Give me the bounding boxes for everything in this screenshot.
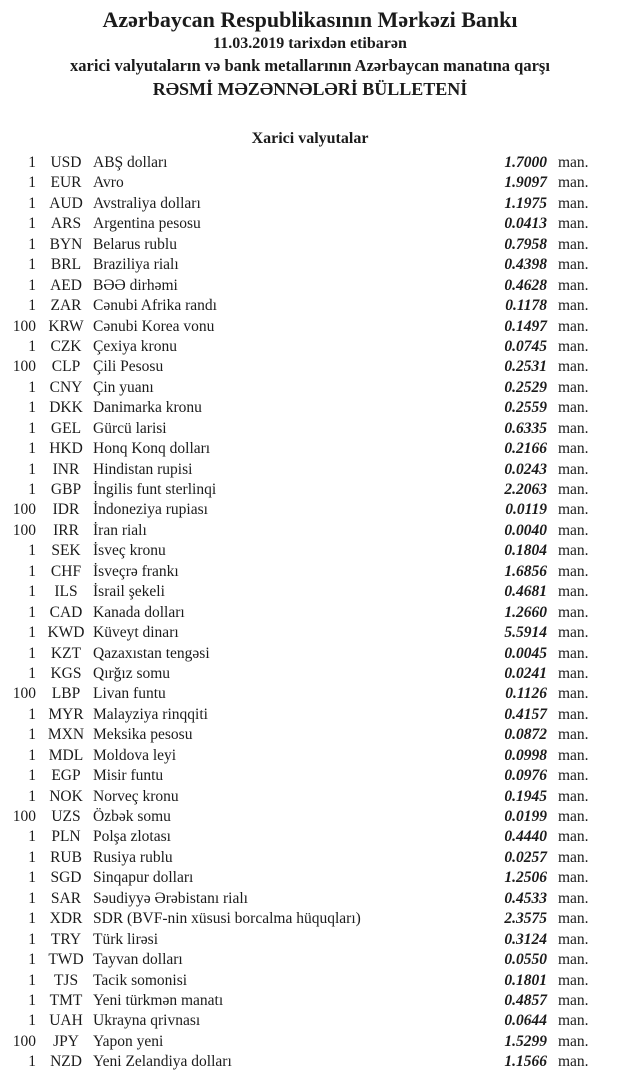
code-cell: PLN bbox=[51, 828, 81, 846]
name-cell: Honq Konq dolları bbox=[93, 440, 211, 458]
name-cell: Belarus rublu bbox=[93, 235, 177, 253]
rate-cell: 0.0976 bbox=[504, 767, 547, 785]
table-row bbox=[0, 236, 620, 256]
rate-cell: 0.0550 bbox=[504, 951, 547, 969]
unit-cell: man. bbox=[558, 1012, 589, 1030]
name-cell: İsveçrə frankı bbox=[93, 562, 179, 580]
unit-cell: man. bbox=[558, 215, 589, 233]
unit-cell: man. bbox=[558, 235, 589, 253]
table-row bbox=[0, 542, 620, 562]
code-cell: SGD bbox=[50, 869, 82, 887]
rate-cell: 0.0199 bbox=[504, 808, 547, 825]
name-cell: Cənubi Korea vonu bbox=[93, 317, 215, 335]
name-cell: Norveç kronu bbox=[93, 787, 179, 805]
name-cell: Danimarka kronu bbox=[93, 399, 202, 417]
qty-cell: 1 bbox=[28, 542, 36, 560]
name-cell: Qazaxıstan tengəsi bbox=[93, 644, 210, 662]
unit-cell: man. bbox=[558, 542, 589, 560]
rate-cell: 0.4681 bbox=[504, 583, 547, 601]
name-cell: Avstraliya dolları bbox=[93, 194, 201, 212]
code-cell: BRL bbox=[50, 256, 82, 274]
code-cell: NOK bbox=[49, 787, 83, 805]
code-cell: AED bbox=[50, 276, 82, 294]
unit-cell: man. bbox=[558, 440, 589, 458]
qty-cell: 1 bbox=[28, 889, 36, 907]
code-cell: HKD bbox=[49, 440, 83, 458]
qty-cell: 1 bbox=[28, 624, 36, 642]
rate-cell: 1.1566 bbox=[504, 1053, 547, 1071]
name-cell: Özbək somu bbox=[93, 808, 171, 825]
table-row bbox=[0, 665, 620, 685]
table-row bbox=[0, 522, 620, 542]
rate-cell: 1.2506 bbox=[504, 869, 547, 887]
name-cell: Rusiya rublu bbox=[93, 848, 173, 866]
unit-cell: man. bbox=[558, 154, 589, 171]
qty-cell: 1 bbox=[28, 460, 36, 478]
code-cell: MXN bbox=[47, 726, 85, 744]
unit-cell: man. bbox=[558, 501, 589, 519]
table-row bbox=[0, 890, 620, 910]
unit-cell: man. bbox=[558, 378, 589, 396]
rate-cell: 2.2063 bbox=[504, 481, 547, 498]
unit-cell: man. bbox=[558, 358, 589, 376]
unit-cell: man. bbox=[558, 951, 589, 969]
table-row bbox=[0, 1053, 620, 1073]
code-cell: MDL bbox=[48, 746, 84, 764]
code-cell: KRW bbox=[48, 317, 84, 335]
unit-cell: man. bbox=[558, 419, 589, 437]
code-cell: CNY bbox=[49, 378, 83, 396]
rate-cell: 0.1801 bbox=[504, 971, 547, 989]
rate-cell: 0.0040 bbox=[504, 521, 547, 539]
code-cell: XDR bbox=[49, 910, 83, 928]
qty-cell: 1 bbox=[28, 337, 36, 355]
qty-cell: 100 bbox=[12, 521, 36, 539]
name-cell: Kanada dolları bbox=[93, 603, 185, 621]
name-cell: İsveç kronu bbox=[93, 542, 166, 560]
table-row bbox=[0, 1012, 620, 1032]
rate-cell: 0.4398 bbox=[504, 256, 547, 274]
qty-cell: 1 bbox=[28, 276, 36, 294]
name-cell: Sinqapur dolları bbox=[93, 869, 194, 887]
table-row bbox=[0, 277, 620, 297]
table-row bbox=[0, 256, 620, 276]
qty-cell: 1 bbox=[28, 583, 36, 601]
qty-cell: 1 bbox=[28, 787, 36, 805]
name-cell: Braziliya rialı bbox=[93, 256, 179, 274]
code-cell: TJS bbox=[53, 971, 79, 989]
qty-cell: 1 bbox=[28, 828, 36, 846]
qty-cell: 1 bbox=[28, 1053, 36, 1071]
table-row bbox=[0, 767, 620, 787]
name-cell: Avro bbox=[93, 174, 124, 192]
name-cell: İsrail şekeli bbox=[93, 583, 165, 601]
code-cell: JPY bbox=[53, 1032, 79, 1050]
rate-cell: 1.1975 bbox=[504, 194, 547, 212]
unit-cell: man. bbox=[558, 521, 589, 539]
code-cell: INR bbox=[52, 460, 80, 478]
qty-cell: 1 bbox=[28, 644, 36, 662]
table-row bbox=[0, 849, 620, 869]
qty-cell: 100 bbox=[12, 1032, 36, 1050]
unit-cell: man. bbox=[558, 256, 589, 274]
code-cell: LBP bbox=[51, 685, 81, 703]
unit-cell: man. bbox=[558, 174, 589, 192]
table-row bbox=[0, 318, 620, 338]
name-cell: SDR (BVF-nin xüsusi borcalma hüquqları) bbox=[93, 910, 361, 928]
name-cell: Yeni Zelandiya dolları bbox=[93, 1053, 232, 1071]
rate-cell: 0.0745 bbox=[504, 337, 547, 355]
unit-cell: man. bbox=[558, 685, 589, 703]
rate-cell: 0.1804 bbox=[504, 542, 547, 560]
rate-cell: 0.0119 bbox=[505, 501, 547, 519]
rate-cell: 0.6335 bbox=[504, 419, 547, 437]
rate-cell: 1.6856 bbox=[504, 562, 547, 580]
unit-cell: man. bbox=[558, 746, 589, 764]
code-cell: TWD bbox=[48, 951, 84, 969]
code-cell: KGS bbox=[50, 664, 82, 682]
rate-cell: 0.0045 bbox=[504, 644, 547, 662]
rate-cell: 1.2660 bbox=[504, 603, 547, 621]
table-row bbox=[0, 1033, 620, 1053]
code-cell: ILS bbox=[54, 583, 78, 601]
name-cell: Hindistan rupisi bbox=[93, 460, 193, 478]
code-cell: IRR bbox=[53, 521, 79, 539]
qty-cell: 1 bbox=[28, 664, 36, 682]
name-cell: BƏƏ dirhəmi bbox=[93, 276, 178, 294]
rate-cell: 0.0243 bbox=[504, 460, 547, 478]
unit-cell: man. bbox=[558, 767, 589, 785]
rate-cell: 0.4440 bbox=[504, 828, 547, 846]
rate-cell: 0.1126 bbox=[505, 685, 547, 703]
rate-cell: 0.4533 bbox=[504, 889, 547, 907]
rate-cell: 0.2559 bbox=[504, 399, 547, 417]
name-cell: İngilis funt sterlinqi bbox=[93, 481, 217, 498]
rate-cell: 0.7958 bbox=[504, 235, 547, 253]
qty-cell: 1 bbox=[28, 174, 36, 192]
table-row bbox=[0, 869, 620, 889]
name-cell: Livan funtu bbox=[93, 685, 166, 703]
rate-cell: 0.1945 bbox=[504, 787, 547, 805]
qty-cell: 1 bbox=[28, 767, 36, 785]
code-cell: SEK bbox=[51, 542, 81, 560]
qty-cell: 1 bbox=[28, 297, 36, 315]
code-cell: CZK bbox=[50, 337, 82, 355]
rate-cell: 5.5914 bbox=[504, 624, 547, 642]
table-row bbox=[0, 481, 620, 501]
qty-cell: 1 bbox=[28, 440, 36, 458]
table-row bbox=[0, 951, 620, 971]
code-cell: KWD bbox=[47, 624, 85, 642]
qty-cell: 1 bbox=[28, 1012, 36, 1030]
bulletin-subtitle: xarici valyutaların və bank metallarının Azərbaycan manatına qarşı bbox=[70, 56, 550, 75]
rate-cell: 0.2531 bbox=[504, 358, 547, 376]
qty-cell: 1 bbox=[28, 419, 36, 437]
name-cell: Yeni türkmən manatı bbox=[93, 991, 224, 1009]
rate-cell: 1.9097 bbox=[504, 174, 547, 192]
unit-cell: man. bbox=[558, 399, 589, 417]
table-row bbox=[0, 215, 620, 235]
table-row bbox=[0, 788, 620, 808]
name-cell: İndoneziya rupiası bbox=[93, 501, 208, 519]
table-row bbox=[0, 972, 620, 992]
code-cell: RUB bbox=[50, 848, 82, 866]
table-row bbox=[0, 726, 620, 746]
document-header bbox=[0, 6, 620, 101]
rate-cell: 0.0644 bbox=[504, 1012, 547, 1030]
rate-cell: 0.0241 bbox=[504, 664, 547, 682]
name-cell: Çexiya kronu bbox=[93, 337, 177, 355]
unit-cell: man. bbox=[558, 808, 589, 825]
table-row bbox=[0, 624, 620, 644]
code-cell: USD bbox=[50, 154, 82, 171]
rate-cell: 0.0257 bbox=[504, 848, 547, 866]
table-row bbox=[0, 563, 620, 583]
unit-cell: man. bbox=[558, 276, 589, 294]
name-cell: Meksika pesosu bbox=[93, 726, 193, 744]
code-cell: EGP bbox=[51, 767, 81, 785]
bank-name-title: Azərbaycan Respublikasının Mərkəzi Bankı bbox=[102, 7, 518, 32]
qty-cell: 1 bbox=[28, 378, 36, 396]
unit-cell: man. bbox=[558, 297, 589, 315]
qty-cell: 1 bbox=[28, 194, 36, 212]
name-cell: Misir funtu bbox=[93, 767, 164, 785]
table-row bbox=[0, 379, 620, 399]
qty-cell: 1 bbox=[28, 154, 36, 171]
table-row bbox=[0, 440, 620, 460]
qty-cell: 1 bbox=[28, 256, 36, 274]
qty-cell: 1 bbox=[28, 726, 36, 744]
unit-cell: man. bbox=[558, 664, 589, 682]
rate-cell: 1.5299 bbox=[504, 1032, 547, 1050]
qty-cell: 1 bbox=[28, 215, 36, 233]
name-cell: İran rialı bbox=[93, 521, 147, 539]
qty-cell: 100 bbox=[12, 501, 36, 519]
unit-cell: man. bbox=[558, 1053, 589, 1071]
code-cell: ARS bbox=[50, 215, 82, 233]
qty-cell: 100 bbox=[12, 685, 36, 703]
unit-cell: man. bbox=[558, 930, 589, 948]
unit-cell: man. bbox=[558, 583, 589, 601]
qty-cell: 100 bbox=[12, 358, 36, 376]
rate-cell: 2.3575 bbox=[504, 910, 547, 928]
name-cell: Moldova leyi bbox=[93, 746, 177, 764]
table-row bbox=[0, 931, 620, 951]
unit-cell: man. bbox=[558, 337, 589, 355]
code-cell: CHF bbox=[50, 562, 82, 580]
qty-cell: 1 bbox=[28, 603, 36, 621]
unit-cell: man. bbox=[558, 603, 589, 621]
code-cell: NZD bbox=[50, 1053, 82, 1071]
name-cell: Malayziya rinqqiti bbox=[93, 705, 208, 723]
table-row bbox=[0, 420, 620, 440]
qty-cell: 1 bbox=[28, 930, 36, 948]
rate-cell: 1.7000 bbox=[504, 154, 547, 171]
table-row bbox=[0, 461, 620, 481]
unit-cell: man. bbox=[558, 562, 589, 580]
name-cell: Qırğız somu bbox=[93, 664, 171, 682]
qty-cell: 1 bbox=[28, 746, 36, 764]
name-cell: Argentina pesosu bbox=[93, 215, 201, 233]
table-row bbox=[0, 604, 620, 624]
table-row bbox=[0, 501, 620, 521]
qty-cell: 1 bbox=[28, 951, 36, 969]
table-row bbox=[0, 747, 620, 767]
unit-cell: man. bbox=[558, 705, 589, 723]
rate-cell: 0.0998 bbox=[504, 746, 547, 764]
unit-cell: man. bbox=[558, 971, 589, 989]
qty-cell: 100 bbox=[12, 808, 36, 825]
code-cell: ZAR bbox=[50, 297, 82, 315]
unit-cell: man. bbox=[558, 787, 589, 805]
rate-cell: 0.0413 bbox=[504, 215, 547, 233]
unit-cell: man. bbox=[558, 828, 589, 846]
table-row bbox=[0, 706, 620, 726]
name-cell: ABŞ dolları bbox=[93, 154, 168, 171]
table-row bbox=[0, 297, 620, 317]
name-cell: Səudiyyə Ərəbistanı rialı bbox=[93, 889, 248, 907]
code-cell: CAD bbox=[49, 603, 83, 621]
unit-cell: man. bbox=[558, 317, 589, 335]
unit-cell: man. bbox=[558, 848, 589, 866]
code-cell: UAH bbox=[49, 1012, 83, 1030]
code-cell: IDR bbox=[52, 501, 80, 519]
code-cell: EUR bbox=[50, 174, 82, 192]
qty-cell: 1 bbox=[28, 991, 36, 1009]
name-cell: Yapon yeni bbox=[93, 1032, 164, 1050]
rate-cell: 0.2166 bbox=[504, 440, 547, 458]
unit-cell: man. bbox=[558, 991, 589, 1009]
unit-cell: man. bbox=[558, 194, 589, 212]
code-cell: TRY bbox=[50, 930, 82, 948]
table-row bbox=[0, 808, 620, 828]
qty-cell: 1 bbox=[28, 910, 36, 928]
qty-cell: 1 bbox=[28, 971, 36, 989]
unit-cell: man. bbox=[558, 726, 589, 744]
unit-cell: man. bbox=[558, 910, 589, 928]
code-cell: KZT bbox=[50, 644, 82, 662]
table-row bbox=[0, 399, 620, 419]
table-row bbox=[0, 338, 620, 358]
table-row bbox=[0, 583, 620, 603]
unit-cell: man. bbox=[558, 460, 589, 478]
effective-date-line: 11.03.2019 tarixdən etibarən bbox=[213, 35, 407, 52]
unit-cell: man. bbox=[558, 481, 589, 498]
table-row bbox=[0, 992, 620, 1012]
name-cell: Türk lirəsi bbox=[93, 930, 158, 948]
code-cell: DKK bbox=[49, 399, 83, 417]
name-cell: Polşa zlotası bbox=[93, 828, 171, 846]
name-cell: Çin yuanı bbox=[93, 378, 154, 396]
qty-cell: 1 bbox=[28, 705, 36, 723]
unit-cell: man. bbox=[558, 624, 589, 642]
code-cell: AUD bbox=[49, 194, 83, 212]
rate-cell: 0.3124 bbox=[504, 930, 547, 948]
code-cell: GEL bbox=[50, 419, 82, 437]
qty-cell: 1 bbox=[28, 562, 36, 580]
code-cell: CLP bbox=[51, 358, 81, 376]
name-cell: Küveyt dinarı bbox=[93, 624, 179, 642]
qty-cell: 1 bbox=[28, 848, 36, 866]
table-row bbox=[0, 195, 620, 215]
name-cell: Tacik somonisi bbox=[93, 971, 188, 989]
table-row bbox=[0, 828, 620, 848]
table-row bbox=[0, 910, 620, 930]
table-row bbox=[0, 358, 620, 378]
code-cell: UZS bbox=[51, 808, 81, 825]
bulletin-title: RƏSMİ MƏZƏNNƏLƏRİ BÜLLETENİ bbox=[152, 79, 468, 99]
unit-cell: man. bbox=[558, 889, 589, 907]
table-row bbox=[0, 645, 620, 665]
qty-cell: 100 bbox=[12, 317, 36, 335]
rate-cell: 0.4628 bbox=[504, 276, 547, 294]
qty-cell: 1 bbox=[28, 481, 36, 498]
rate-cell: 0.4857 bbox=[504, 991, 547, 1009]
qty-cell: 1 bbox=[28, 869, 36, 887]
section-title-foreign-currencies: Xarici valyutalar bbox=[251, 130, 369, 147]
table-row bbox=[0, 685, 620, 705]
rate-cell: 0.1178 bbox=[505, 297, 547, 315]
table-row bbox=[0, 154, 620, 174]
code-cell: MYR bbox=[48, 705, 84, 723]
rate-cell: 0.2529 bbox=[504, 378, 547, 396]
unit-cell: man. bbox=[558, 1032, 589, 1050]
code-cell: BYN bbox=[49, 235, 83, 253]
name-cell: Cənubi Afrika randı bbox=[93, 297, 217, 315]
code-cell: GBP bbox=[50, 481, 82, 498]
name-cell: Çili Pesosu bbox=[93, 358, 164, 376]
table-row bbox=[0, 174, 620, 194]
name-cell: Tayvan dolları bbox=[93, 951, 183, 969]
rate-cell: 0.4157 bbox=[504, 705, 547, 723]
qty-cell: 1 bbox=[28, 399, 36, 417]
unit-cell: man. bbox=[558, 644, 589, 662]
qty-cell: 1 bbox=[28, 235, 36, 253]
name-cell: Gürcü larisi bbox=[93, 419, 167, 437]
code-cell: TMT bbox=[49, 991, 83, 1009]
rates-table bbox=[0, 154, 620, 1073]
unit-cell: man. bbox=[558, 869, 589, 887]
code-cell: SAR bbox=[50, 889, 82, 907]
rate-cell: 0.0872 bbox=[504, 726, 547, 744]
name-cell: Ukrayna qrivnası bbox=[93, 1012, 201, 1030]
rate-cell: 0.1497 bbox=[504, 317, 547, 335]
